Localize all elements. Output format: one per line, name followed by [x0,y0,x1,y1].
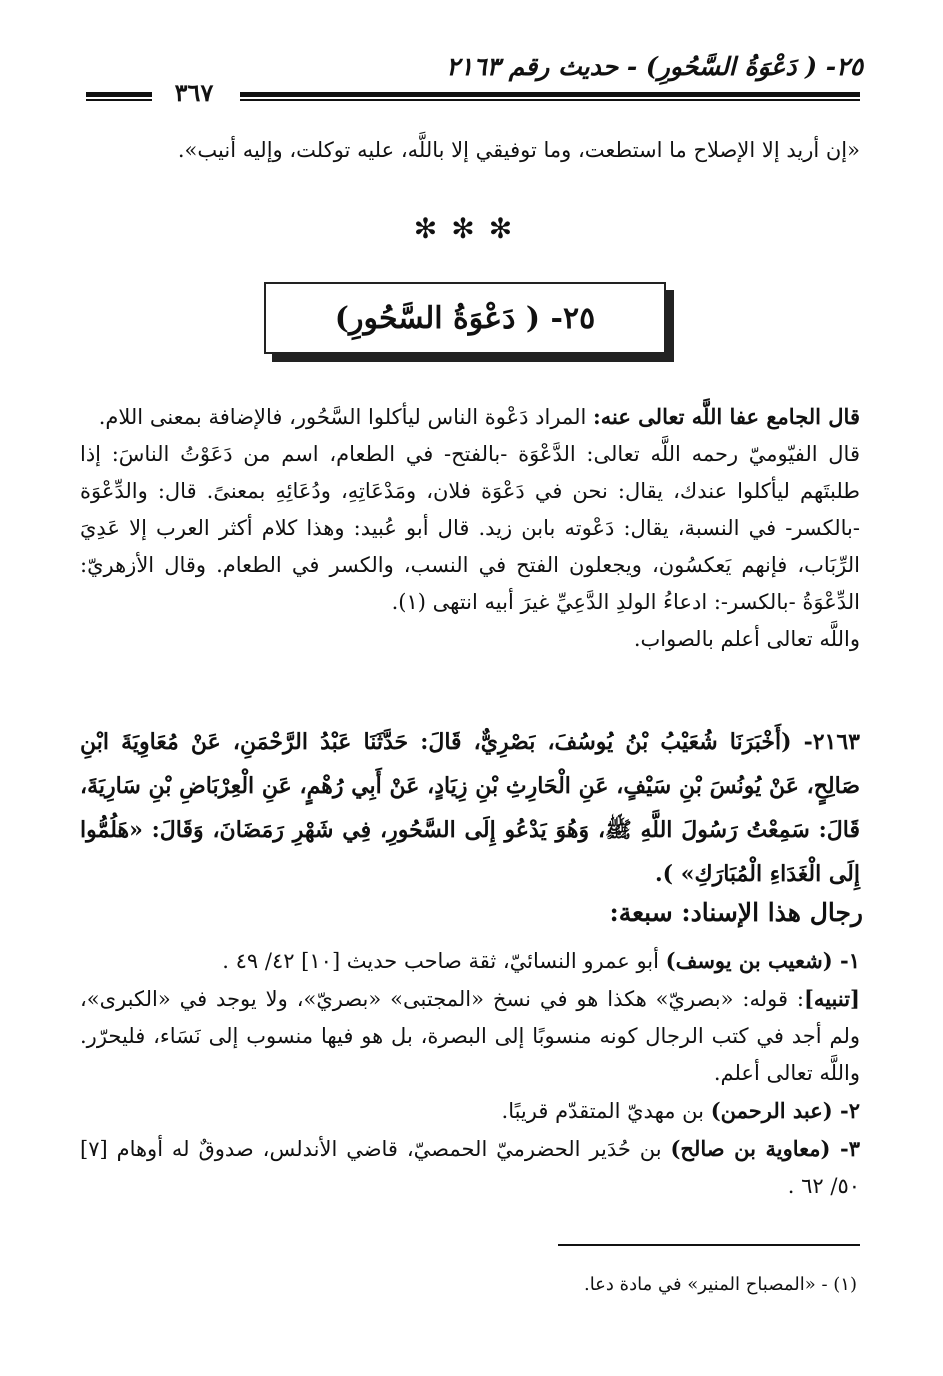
commentary-paragraph-3: واللَّه تعالى أعلم بالصواب. [633,627,860,651]
header-rule-thin [240,99,860,101]
narrators-list [80,942,860,1205]
header-rule [240,92,860,97]
commentary-lead: قال الجامع عفا اللَّه تعالى عنه: [592,404,860,429]
section-separator: ✻✻✻ [413,212,527,245]
narrators-heading: رجال هذا الإسناد: سبعة: [609,898,863,927]
narrator-3: ٣- (معاوية بن صالح) بن حُدَير الحضرميّ الحمصيّ، قاضي الأندلس، صدوقٌ له أوهام [٧] ٥٠/ ٦٢ . [80,1136,860,1198]
commentary-paragraph-1 [80,398,860,436]
header-rule-short [86,92,152,97]
narrator-2: ٢- (عبد الرحمن) بن مهديّ المتقدّم قريبًا. [501,1098,860,1123]
narrator-1: ١- (شعيب بن يوسف) أبو عمرو النسائيّ، ثقة صاحب حديث [١٠] ٤٢/ ٤٩ . [222,948,860,973]
narrator-note: [تنبيه]: قوله: «بصريّ» هكذا هو في نسخ «المجتبى» «بصريّ»، ولا يوجد في «الكبرى»، ولم أجد في كتب الرجال كونه منسوبًا إلى البصرة، بل هو فيها منسوب إلى نَسَاء، فليحرّر. واللَّه تعالى أعلم. [80,986,860,1085]
hadith-text: ٢١٦٣- (أَخْبَرَنَا شُعَيْبُ بْنُ يُوسُفَ، بَصْرِيٌّ، قَالَ: حَدَّثَنَا عَبْدُ الرَّحْمَنِ، عَنْ مُعَاوِيَةَ ابْنِ صَالِحٍ، عَنْ يُونُسَ بْنِ سَيْفٍ، عَنِ الْحَارِثِ بْنِ زِيَادٍ، عَنْ أَبِي رُهْمٍ، عَنِ الْعِرْبَاضِ بْنِ سَارِيَةَ، قَالَ: سَمِعْتُ رَسُولَ اللَّهِ ﷺ، وَهُوَ يَدْعُو إِلَى السَّحُورِ، فِي شَهْرِ رَمَضَانَ، وَقَالَ: «هَلُمُّوا إِلَى الْغَدَاءِ الْمُبَارَكِ» ). [80,729,860,887]
header-rule-short-thin [86,99,152,101]
running-header-title: ٢٥- ( دَعْوَةُ السَّحُورِ) - حديث رقم ٢١٦٣ [446,52,863,81]
chapter-title: ٢٥- ( دَعْوَةُ السَّحُورِ) [264,282,666,354]
footnote: (١) - «المصباح المنير» في مادة دعا. [583,1274,857,1295]
commentary [80,398,860,658]
commentary-paragraph-2: قال الفيّوميّ رحمه اللَّه تعالى: الدَّعْوَة -بالفتح- في الطعام، اسم من دَعَوْتُ الناسَ: إذا طلبتَهم ليأكلوا عندك، يقال: نحن في دَعْوَة فلان، ومَدْعَاتِهِ، ودُعَائِهِ بمعنىً. قال: والدِّعْوَة -بالكسر- في النسبة، يقال: دَعْوته بابن زيد. قال أبو عُبيد: وهذا كلام أكثر العرب إلا عَدِيَ الرِّبَاب، فإنهم يَعكسُون، ويجعلون الفتح في النسب، والكسر في الطعام. وقال الأزهريّ: الدِّعْوَةُ -بالكسر-: ادعاءُ الولدِ الدَّعِيِّ غيرَ أبيه انتهى (١). [80,442,860,614]
commentary-text: المراد دَعْوة الناس ليأكلوا السَّحُور، فالإضافة بمعنى اللام. [98,405,593,429]
footnote-rule [558,1244,860,1246]
page-number: ٣٦٧ [174,78,214,107]
intro-quote: «إن أريد إلا الإصلاح ما استطعت، وما توفيقي إلا باللَّه، عليه توكلت، وإليه أنيب». [177,138,860,162]
